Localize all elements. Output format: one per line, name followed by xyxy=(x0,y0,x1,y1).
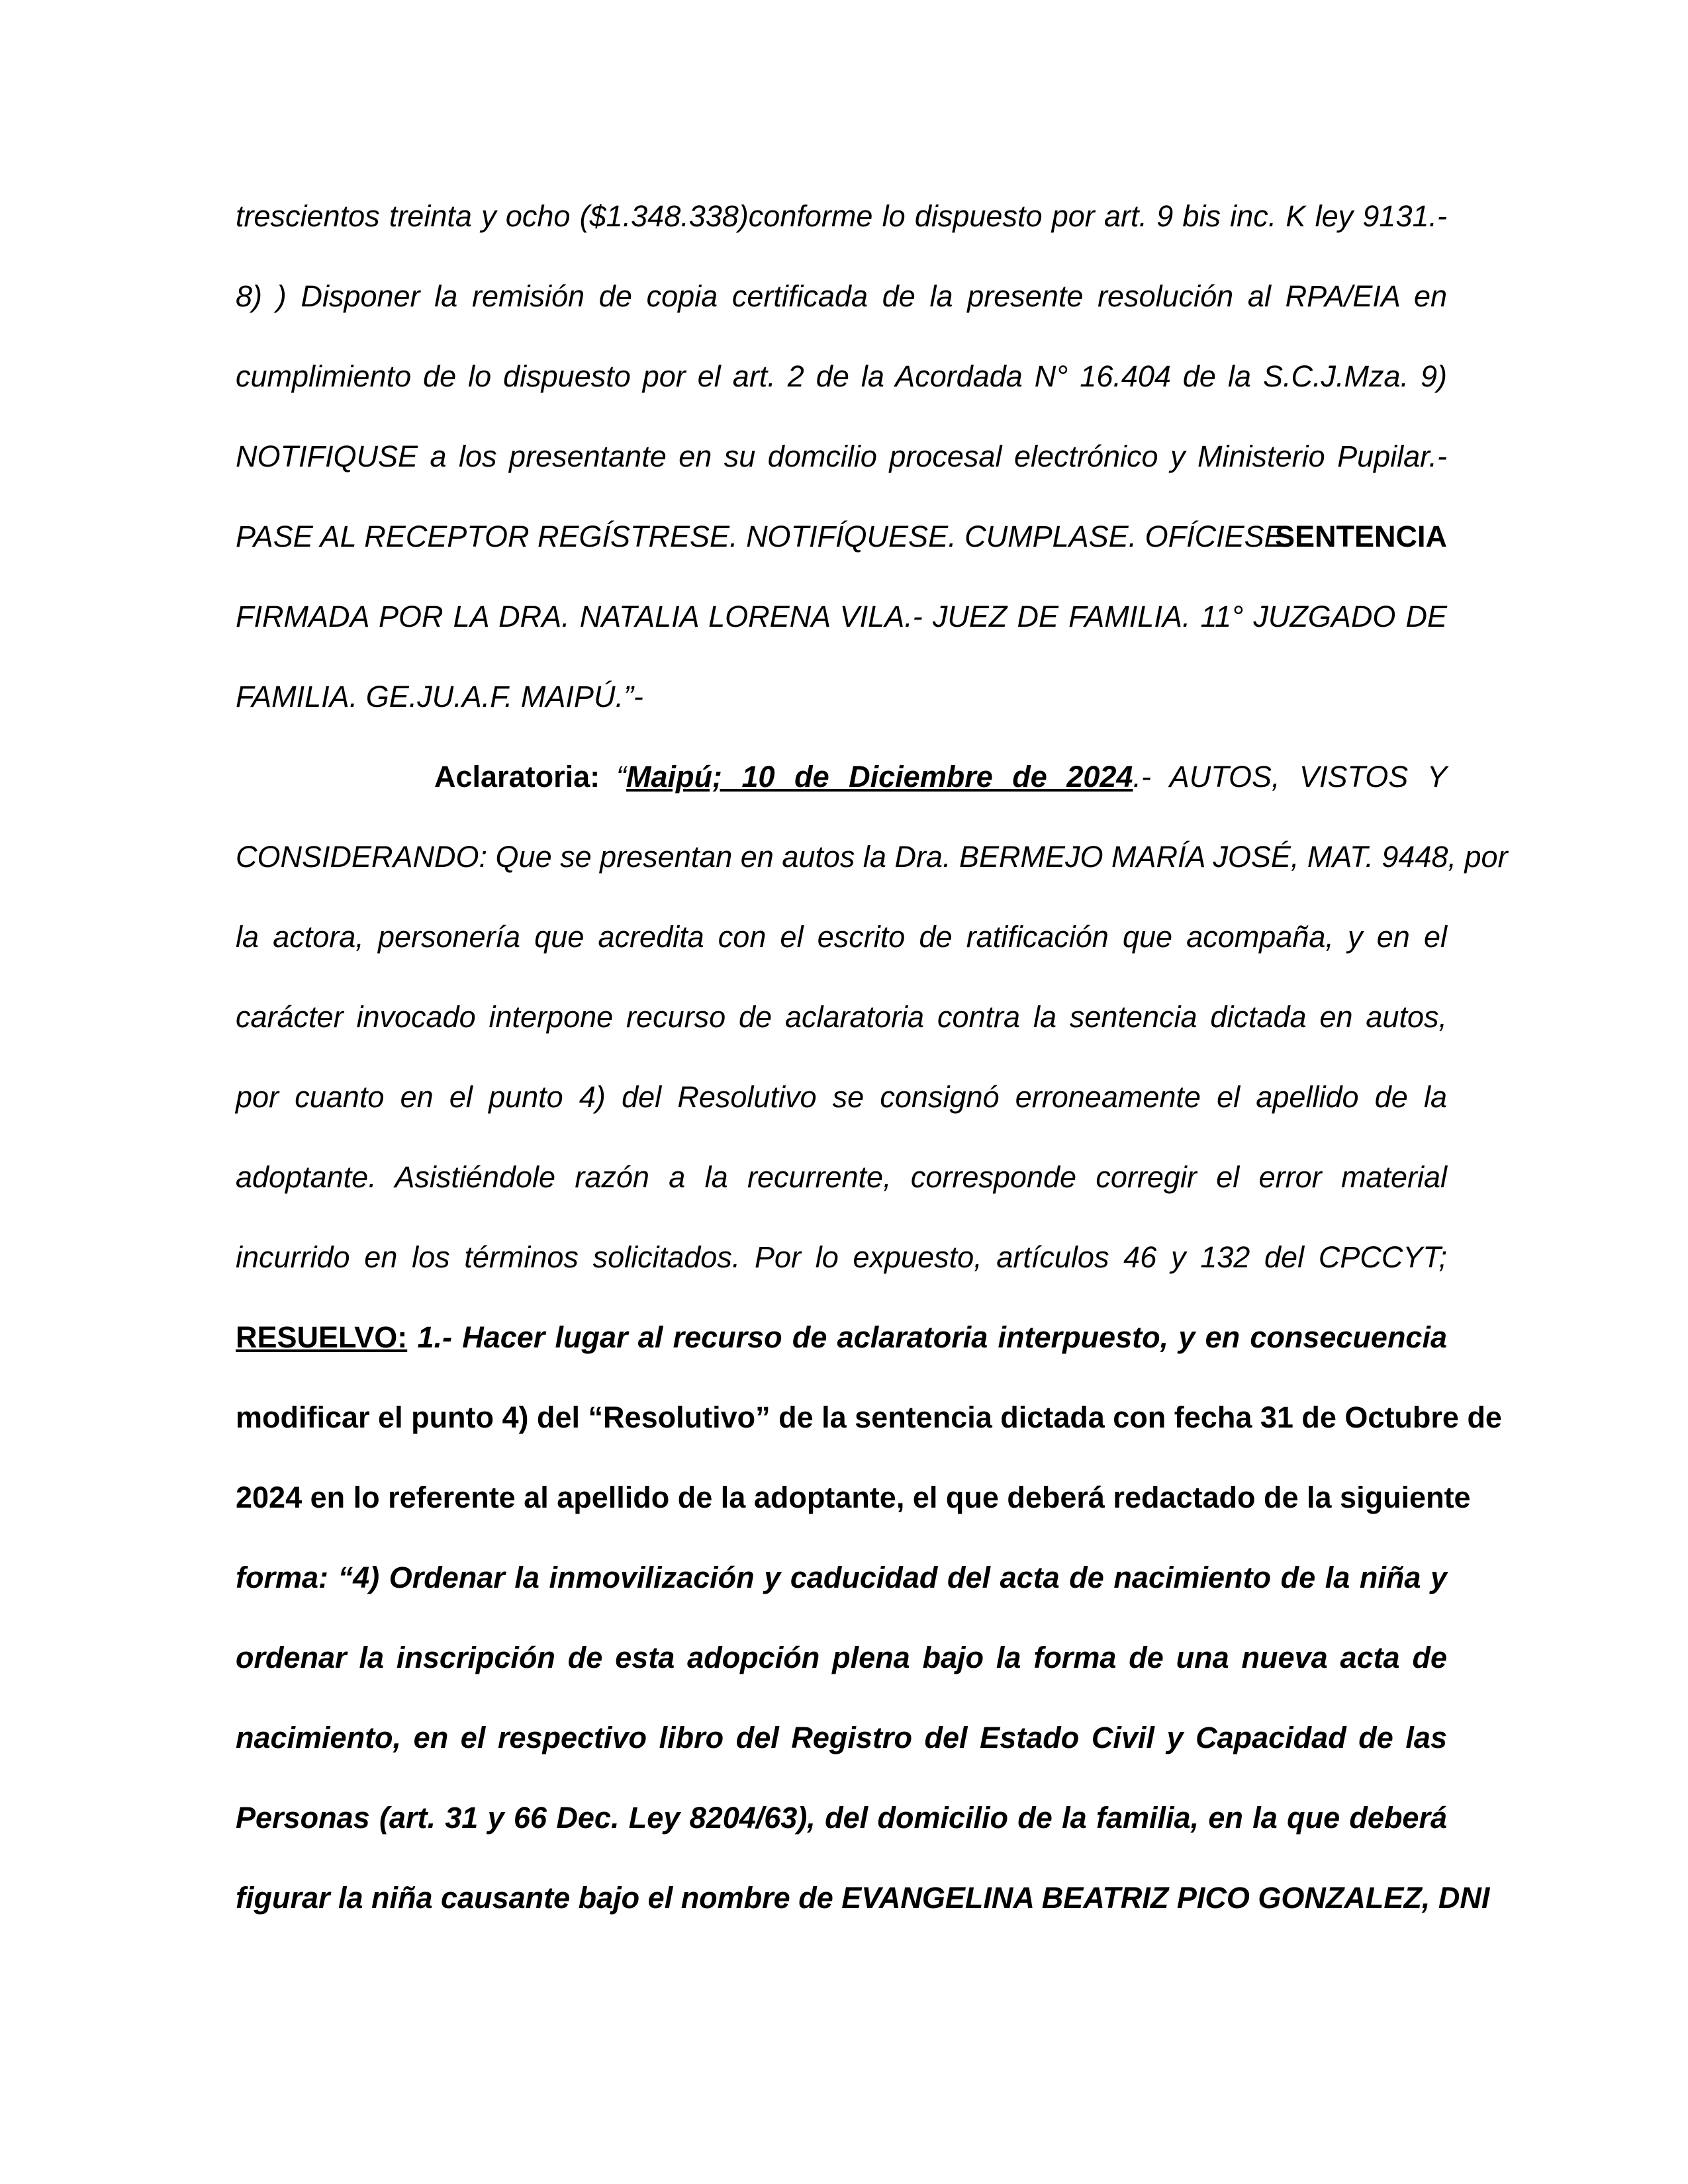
autos-vistos-text: .- AUTOS, VISTOS Y xyxy=(1133,760,1447,794)
text-line: la actora, personería que acredita con el escrito de ratificación que acompaña, y en el xyxy=(236,920,1447,954)
text-line: CONSIDERANDO: Que se presentan en autos la Dra. BERMEJO MARÍA JOSÉ, MAT. 9448, por xyxy=(236,840,1508,874)
text-line: 8) ) Disponer la remisión de copia certificada de la presente resolución al RPA/EIA en xyxy=(236,279,1447,313)
text-line: FIRMADA POR LA DRA. NATALIA LORENA VILA.- JUEZ DE FAMILIA. 11° JUZGADO DE xyxy=(236,600,1447,633)
resuelvo-line xyxy=(236,1311,1447,1364)
text-line: Personas (art. 31 y 66 Dec. Ley 8204/63), del domicilio de la familia, en la que deberá xyxy=(236,1801,1447,1835)
text-line xyxy=(236,510,1447,563)
aclaratoria-heading-line xyxy=(236,751,1447,803)
pase-al-receptor-text: PASE AL RECEPTOR REGÍSTRESE. NOTIFÍQUESE. CUMPLASE. OFÍCIESE. xyxy=(236,520,1293,553)
text-line: trescientos treinta y ocho ($1.348.338)conforme lo dispuesto por art. 9 bis inc. K ley 9131.- xyxy=(236,199,1447,233)
text-line: forma: “4) Ordenar la inmovilización y caducidad del acta de nacimiento de la niña y xyxy=(236,1561,1447,1594)
text-line: NOTIFIQUSE a los presentante en su domcilio procesal electrónico y Ministerio Pupilar.- xyxy=(236,439,1447,473)
resuelvo-label: RESUELVO: xyxy=(236,1320,408,1354)
text-line: 2024 en lo referente al apellido de la adoptante, el que deberá redactado de la siguiente xyxy=(236,1480,1471,1514)
text-line: FAMILIA. GE.JU.A.F. MAIPÚ.”- xyxy=(236,680,643,713)
text-line: por cuanto en el punto 4) del Resolutivo se consignó erroneamente el apellido de la xyxy=(236,1080,1447,1114)
text-line: incurrido en los términos solicitados. Por lo expuesto, artículos 46 y 132 del CPCCYT; xyxy=(236,1240,1447,1274)
text-line: modificar el punto 4) del “Resolutivo” de la sentencia dictada con fecha 31 de Octubre de xyxy=(236,1400,1502,1434)
aclaratoria-label: Aclaratoria: xyxy=(434,760,600,794)
resolution-text: 1.- Hacer lugar al recurso de aclaratoria interpuesto, y en consecuencia xyxy=(407,1320,1447,1354)
text-line: figurar la niña causante bajo el nombre de EVANGELINA BEATRIZ PICO GONZALEZ, DNI xyxy=(236,1881,1490,1915)
text-line: cumplimiento de lo dispuesto por el art. 2 de la Acordada N° 16.404 de la S.C.J.Mza. 9) xyxy=(236,359,1447,393)
text-line: carácter invocado interpone recurso de aclaratoria contra la sentencia dictada en autos, xyxy=(236,1000,1447,1034)
text-line: ordenar la inscripción de esta adopción plena bajo la forma de una nueva acta de xyxy=(236,1641,1447,1674)
aclaratoria-date-line xyxy=(616,751,1447,803)
sentencia-label: SENTENCIA xyxy=(1274,520,1447,553)
text-line: nacimiento, en el respectivo libro del Registro del Estado Civil y Capacidad de las xyxy=(236,1721,1447,1754)
text-line: adoptante. Asistiéndole razón a la recurrente, corresponde corregir el error material xyxy=(236,1160,1447,1194)
open-quote: “ xyxy=(616,760,626,794)
aclaratoria-date: Maipú; 10 de Diciembre de 2024 xyxy=(626,760,1133,794)
